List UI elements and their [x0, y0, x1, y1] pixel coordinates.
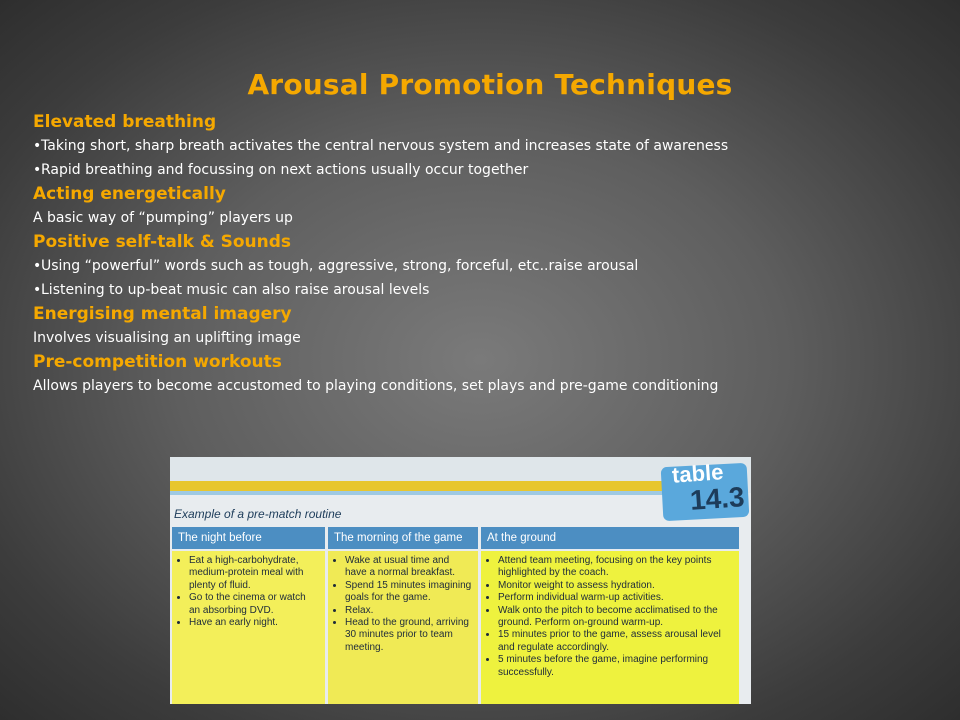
table-list-item: • Monitor weight to assess hydration. — [498, 580, 733, 592]
slide-title: Arousal Promotion Techniques — [247, 68, 733, 101]
section-text: A basic way of “pumping” players up — [33, 210, 293, 226]
table-list-item: • Wake at usual time and have a normal breakfast. — [345, 555, 472, 580]
table-list-item: • Eat a high-carbohydrate, medium-protein meal with plenty of fluid. — [189, 555, 319, 592]
table-list-item: • Have an early night. — [189, 617, 319, 629]
table-list-item: • Go to the cinema or watch an absorbing DVD. — [189, 592, 319, 617]
table-list-item: • 15 minutes prior to the game, assess arousal level and regulate accordingly. — [498, 629, 733, 654]
table-caption: Example of a pre-match routine — [174, 507, 342, 521]
table-badge-word: table — [671, 459, 725, 488]
table-list-item: • 5 minutes before the game, imagine performing successfully. — [498, 654, 733, 679]
bullet-text: Taking short, sharp breath activates the central nervous system and increases state of awareness — [41, 138, 729, 154]
bullet-icon: • — [33, 138, 42, 154]
bullet-item — [33, 158, 933, 182]
table-column-cell — [328, 551, 478, 704]
section-text: Involves visualising an uplifting image — [33, 330, 301, 346]
pre-match-routine-table-image — [170, 457, 751, 704]
section-text: Allows players to become accustomed to playing conditions, set plays and pre-game conditioning — [33, 378, 719, 394]
table-list-item: • Relax. — [345, 605, 472, 617]
section-heading: Positive self-talk & Sounds — [33, 232, 292, 252]
table-badge-number: 14.3 — [688, 481, 746, 516]
table-column-cell — [481, 551, 739, 704]
bullet-icon: • — [33, 258, 42, 274]
table-column-cell — [172, 551, 325, 704]
slide-content — [33, 110, 933, 398]
bullet-text: Using “powerful” words such as tough, aggressive, strong, forceful, etc..raise arousal — [41, 258, 639, 274]
bullet-item — [33, 254, 933, 278]
table-list-item: • Perform individual warm-up activities. — [498, 592, 733, 604]
table-list-item: • Attend team meeting, focusing on the key points highlighted by the coach. — [498, 555, 733, 580]
table-image-yellow-band — [170, 481, 670, 491]
section-heading: Energising mental imagery — [33, 304, 292, 324]
section-heading: Acting energetically — [33, 184, 226, 204]
table-list-item: • Head to the ground, arriving 30 minutes prior to team meeting. — [345, 617, 472, 654]
table-column-header: The night before — [172, 527, 325, 549]
bullet-icon: • — [33, 162, 42, 178]
bullet-text: Listening to up-beat music can also raise arousal levels — [41, 282, 430, 298]
table-list-item: • Spend 15 minutes imagining goals for the game. — [345, 580, 472, 605]
table-image-blue-band — [170, 491, 670, 495]
table-list-item: • Walk onto the pitch to become acclimatised to the ground. Perform on-ground warm-up. — [498, 605, 733, 630]
table-column-header: At the ground — [481, 527, 739, 549]
table-column-header: The morning of the game — [328, 527, 478, 549]
bullet-item — [33, 134, 933, 158]
section-heading: Elevated breathing — [33, 112, 217, 132]
bullet-icon: • — [33, 282, 42, 298]
bullet-text: Rapid breathing and focussing on next actions usually occur together — [41, 162, 529, 178]
bullet-item — [33, 278, 933, 302]
section-heading: Pre-competition workouts — [33, 352, 282, 372]
